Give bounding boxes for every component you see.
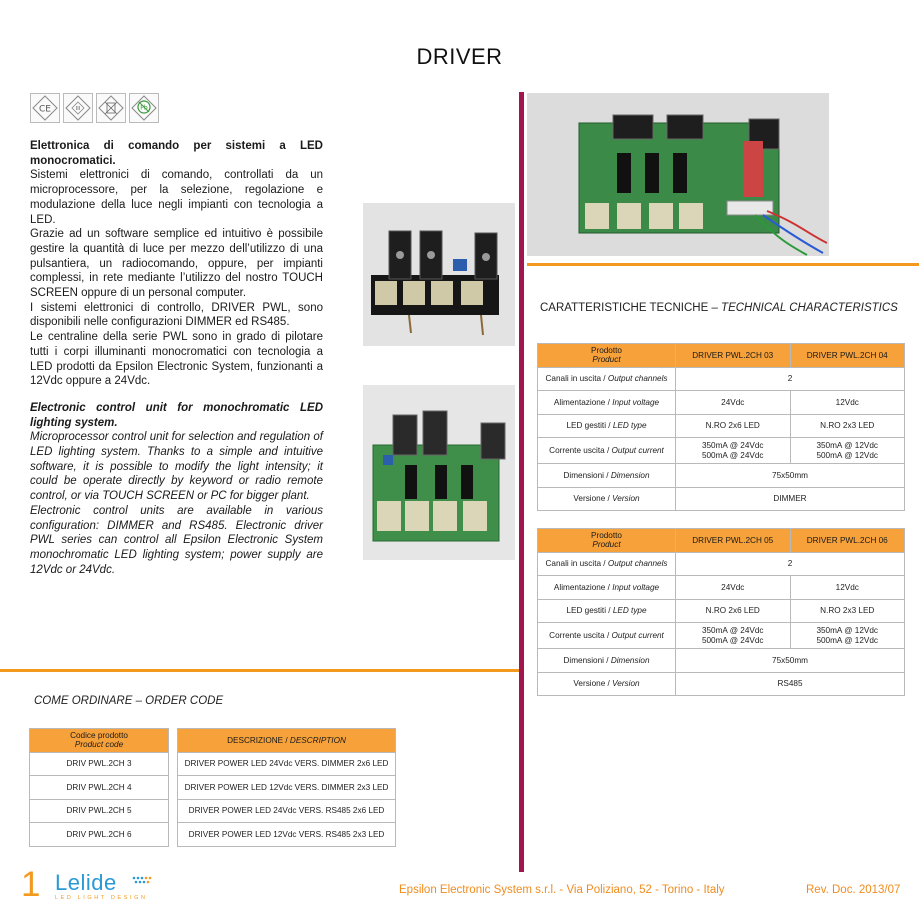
order-code-cell: DRIV PWL.2CH 3 — [30, 752, 169, 776]
spec-label: Canali in uscita / Output channels — [538, 552, 676, 576]
pb-free-icon — [129, 93, 159, 123]
spec-label: Dimensioni / Dimension — [538, 464, 676, 488]
intro-text — [30, 139, 323, 577]
spec-label: LED gestiti / LED type — [538, 599, 676, 623]
order-description-cell: DRIVER POWER LED 24Vdc VERS. RS485 2x6 LED — [178, 799, 396, 823]
spec-header-model: DRIVER PWL.2CH 03 — [676, 344, 791, 368]
spec-value: 24Vdc — [676, 576, 791, 600]
page-number: 1 — [21, 865, 41, 904]
spec-value: 12Vdc — [790, 576, 905, 600]
class-iii-icon — [63, 93, 93, 123]
brand-logo — [55, 872, 148, 901]
spec-value: 2 — [676, 552, 905, 576]
intro-paragraph: I sistemi elettronici di controllo, DRIVER PWL, sono disponibili nelle configurazioni DIMMER ed RS485. — [30, 301, 323, 329]
spec-label: Dimensioni / Dimension — [538, 649, 676, 673]
brand-tagline: LED LIGHT DESIGN — [55, 895, 148, 901]
document-revision: Rev. Doc. 2013/07 — [806, 884, 901, 896]
intro-paragraph-en: Electronic control units are available in various configuration: DIMMER and RS485. Electronic driver PWL series can control all Epsilon Electronic System monochromatic LED lighting system; power supply are 12Vdc or 24Vdc. — [30, 504, 323, 576]
order-description-cell: DRIVER POWER LED 24Vdc VERS. DIMMER 2x6 LED — [178, 752, 396, 776]
orange-divider — [527, 263, 919, 266]
logo-dots-icon — [132, 874, 152, 888]
spec-table-rs485 — [537, 528, 905, 696]
spec-value: RS485 — [676, 672, 905, 696]
spec-value: N.RO 2x3 LED — [790, 599, 905, 623]
spec-label: LED gestiti / LED type — [538, 414, 676, 438]
order-header-description: DESCRIZIONE / DESCRIPTION — [178, 729, 396, 753]
spec-label: Alimentazione / Input voltage — [538, 391, 676, 415]
order-description-cell: DRIVER POWER LED 12Vdc VERS. RS485 2x3 LED — [178, 823, 396, 847]
intro-paragraph: Le centraline della serie PWL sono in grado di pilotare tutti i corpi illuminanti monocromatici con tecnologia a LED prodotti da Epsilon Electronic System, funzionanti a 12Vdc oppure a 24Vdc. — [30, 331, 323, 388]
spec-value: N.RO 2x3 LED — [790, 414, 905, 438]
order-description-table — [177, 728, 396, 847]
spec-value: 350mA @ 12Vdc 500mA @ 12Vdc — [790, 623, 905, 649]
intro-heading-en: Electronic control unit for monochromatic LED lighting system. — [30, 401, 323, 429]
weee-bin-icon — [96, 93, 126, 123]
spec-value: N.RO 2x6 LED — [676, 414, 791, 438]
ce-mark-icon — [30, 93, 60, 123]
spec-header-model: DRIVER PWL.2CH 05 — [676, 529, 791, 553]
spec-value: DIMMER — [676, 487, 905, 511]
order-code-table — [29, 728, 169, 847]
order-code-cell: DRIV PWL.2CH 4 — [30, 776, 169, 800]
spec-header-model: DRIVER PWL.2CH 04 — [790, 344, 905, 368]
company-address: Epsilon Electronic System s.r.l. - Via Poliziano, 52 - Torino - Italy — [399, 884, 725, 896]
spec-value: 12Vdc — [790, 391, 905, 415]
spec-label: Corrente uscita / Output current — [538, 623, 676, 649]
spec-value: 350mA @ 12Vdc 500mA @ 12Vdc — [790, 438, 905, 464]
svg-text:Pb: Pb — [140, 104, 148, 112]
order-header-code: Codice prodotto Product code — [30, 729, 169, 753]
intro-paragraph: Sistemi elettronici di comando, controllati da un microprocessore, per la selezione, regolazione e modulazione della luce negli impianti con tecnologia a LED. — [30, 169, 323, 226]
order-section-title: COME ORDINARE – ORDER CODE — [34, 695, 224, 707]
page-title: DRIVER — [416, 44, 503, 69]
spec-label: Canali in uscita / Output channels — [538, 367, 676, 391]
magenta-divider — [519, 92, 524, 872]
svg-text:CE: CE — [39, 104, 51, 115]
order-description-cell: DRIVER POWER LED 12Vdc VERS. DIMMER 2x3 LED — [178, 776, 396, 800]
spec-header-product: Prodotto Product — [538, 529, 676, 553]
spec-label: Versione / Version — [538, 487, 676, 511]
tech-section-title: CARATTERISTICHE TECNICHE – TECHNICAL CHARACTERISTICS — [540, 302, 898, 314]
brand-name: Lelide — [55, 870, 117, 895]
order-code-cell: DRIV PWL.2CH 5 — [30, 799, 169, 823]
spec-value: N.RO 2x6 LED — [676, 599, 791, 623]
order-code-cell: DRIV PWL.2CH 6 — [30, 823, 169, 847]
spec-value: 350mA @ 24Vdc 500mA @ 24Vdc — [676, 623, 791, 649]
intro-paragraph-en: Microprocessor control unit for selection and regulation of LED lighting system. Thanks to a simple and intuitive software, it is possible to modify the light intensity; it could be operate directly by keyword or radio remote control, or via TOUCH SCREEN or PC for bigger plant. — [30, 431, 323, 503]
spec-label: Alimentazione / Input voltage — [538, 576, 676, 600]
spec-value: 75x50mm — [676, 649, 905, 673]
spec-header-model: DRIVER PWL.2CH 06 — [790, 529, 905, 553]
spec-label: Corrente uscita / Output current — [538, 438, 676, 464]
spec-value: 2 — [676, 367, 905, 391]
intro-heading-it: Elettronica di comando per sistemi a LED monocromatici. — [30, 140, 323, 167]
product-photo-driver-heatsinks — [363, 203, 515, 346]
spec-header-product: Prodotto Product — [538, 344, 676, 368]
intro-paragraph: Grazie ad un software semplice ed intuitivo è possibile gestire la quantità di luce per mezzo dell’utilizzo di una pulsantiera, un radiocomando, oppure, per impianti complessi, in rete mediante l’utilizzo del nostro TOUCH SCREEN oppure di un personal computer. — [30, 228, 323, 300]
product-photo-driver-pcb — [363, 385, 515, 560]
certification-icons — [30, 93, 159, 123]
spec-table-dimmer — [537, 343, 905, 511]
spec-value: 24Vdc — [676, 391, 791, 415]
spec-value: 350mA @ 24Vdc 500mA @ 24Vdc — [676, 438, 791, 464]
svg-text:III: III — [75, 106, 81, 112]
spec-value: 75x50mm — [676, 464, 905, 488]
product-photo-driver-board — [527, 93, 829, 256]
spec-label: Versione / Version — [538, 672, 676, 696]
orange-divider — [0, 669, 519, 672]
